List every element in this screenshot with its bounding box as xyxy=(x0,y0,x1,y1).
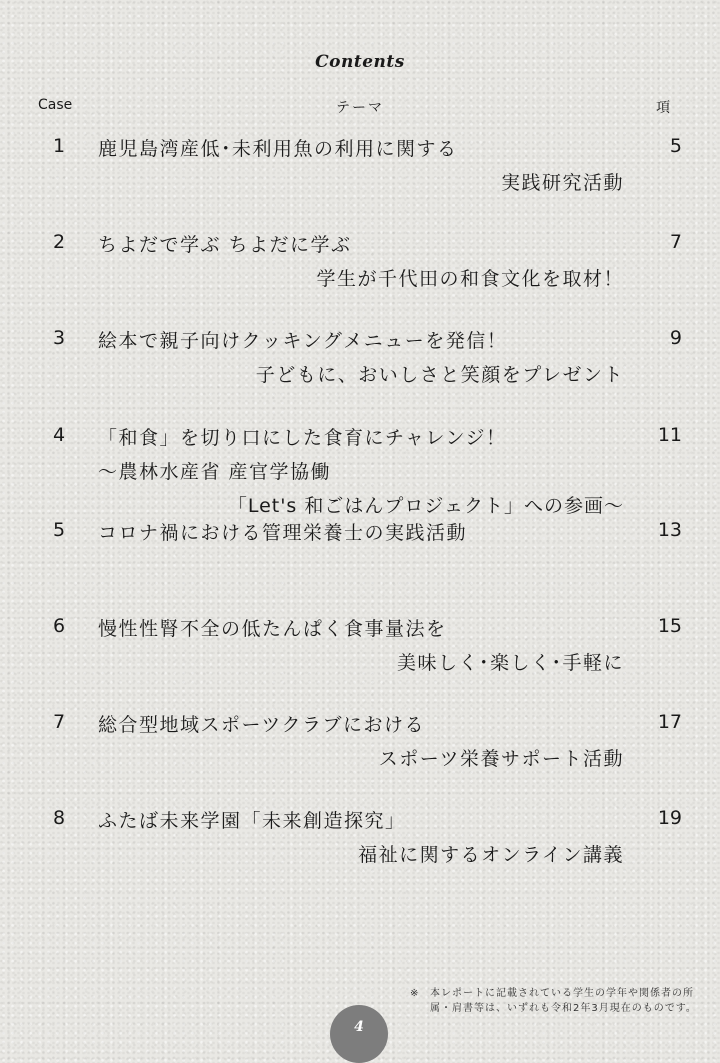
contents-title: Contents xyxy=(315,52,405,72)
case-number: 4 xyxy=(52,424,66,446)
page-number-badge: 4 xyxy=(330,1005,388,1063)
entry-title-line: 美味しく･楽しく･手軽に xyxy=(396,652,624,674)
entry-title-line: 実践研究活動 xyxy=(500,172,624,194)
entry-page: 5 xyxy=(669,135,682,157)
entry-title-line: 子どもに、おいしさと笑顔をプレゼント xyxy=(255,364,624,386)
entry-title-line: コロナ禍における管理栄養士の実践活動 xyxy=(98,522,468,544)
note-text: 本レポートに記載されている学生の学年や関係者の所属・肩書等は、いずれも令和2年3月現在のものです。 xyxy=(430,988,697,1014)
entry-title-line: 慢性性腎不全の低たんぱく食事量法を xyxy=(98,618,447,640)
entry-page: 17 xyxy=(657,711,682,733)
entry-page: 9 xyxy=(669,327,682,349)
entry-title-line: 総合型地域スポーツクラブにおける xyxy=(98,714,426,736)
case-number: 1 xyxy=(52,135,66,157)
entry-page: 7 xyxy=(669,231,682,253)
case-number: 5 xyxy=(52,519,66,541)
header-case: Case xyxy=(38,97,73,113)
entry-title-line: 学生が千代田の和食文化を取材！ xyxy=(316,268,624,290)
entry-page: 11 xyxy=(657,424,682,446)
entry-title-line: 福祉に関するオンライン講義 xyxy=(358,844,624,866)
header-page: 項 xyxy=(656,100,670,116)
header-theme: テーマ xyxy=(336,100,384,116)
entry-page: 19 xyxy=(657,807,682,829)
entry-title-line: ～農林水産省 産官学協働 xyxy=(98,461,332,483)
entry-title-line: ふたば未来学園「未来創造探究」 xyxy=(98,810,406,832)
case-number: 7 xyxy=(52,711,66,733)
entry-page: 13 xyxy=(657,519,682,541)
entry-page: 15 xyxy=(657,615,682,637)
case-number: 2 xyxy=(52,231,66,253)
case-number: 6 xyxy=(52,615,66,637)
entry-title-line: ちよだで学ぶ ちよだに学ぶ xyxy=(98,234,352,256)
footnote xyxy=(412,986,712,1016)
entry-title-line: 鹿児島湾産低･未利用魚の利用に関する xyxy=(98,138,458,160)
entry-title-line: 「和食」を切り口にした食育にチャレンジ！ xyxy=(98,427,507,449)
entry-title-line: 「Let's 和ごはんプロジェクト」への参画～ xyxy=(227,495,624,517)
entry-title-line: スポーツ栄養サポート活動 xyxy=(378,748,624,770)
case-number: 8 xyxy=(52,807,66,829)
entry-title-line: 絵本で親子向けクッキングメニューを発信！ xyxy=(98,330,508,352)
case-number: 3 xyxy=(52,327,66,349)
note-mark: ※ xyxy=(410,988,420,999)
